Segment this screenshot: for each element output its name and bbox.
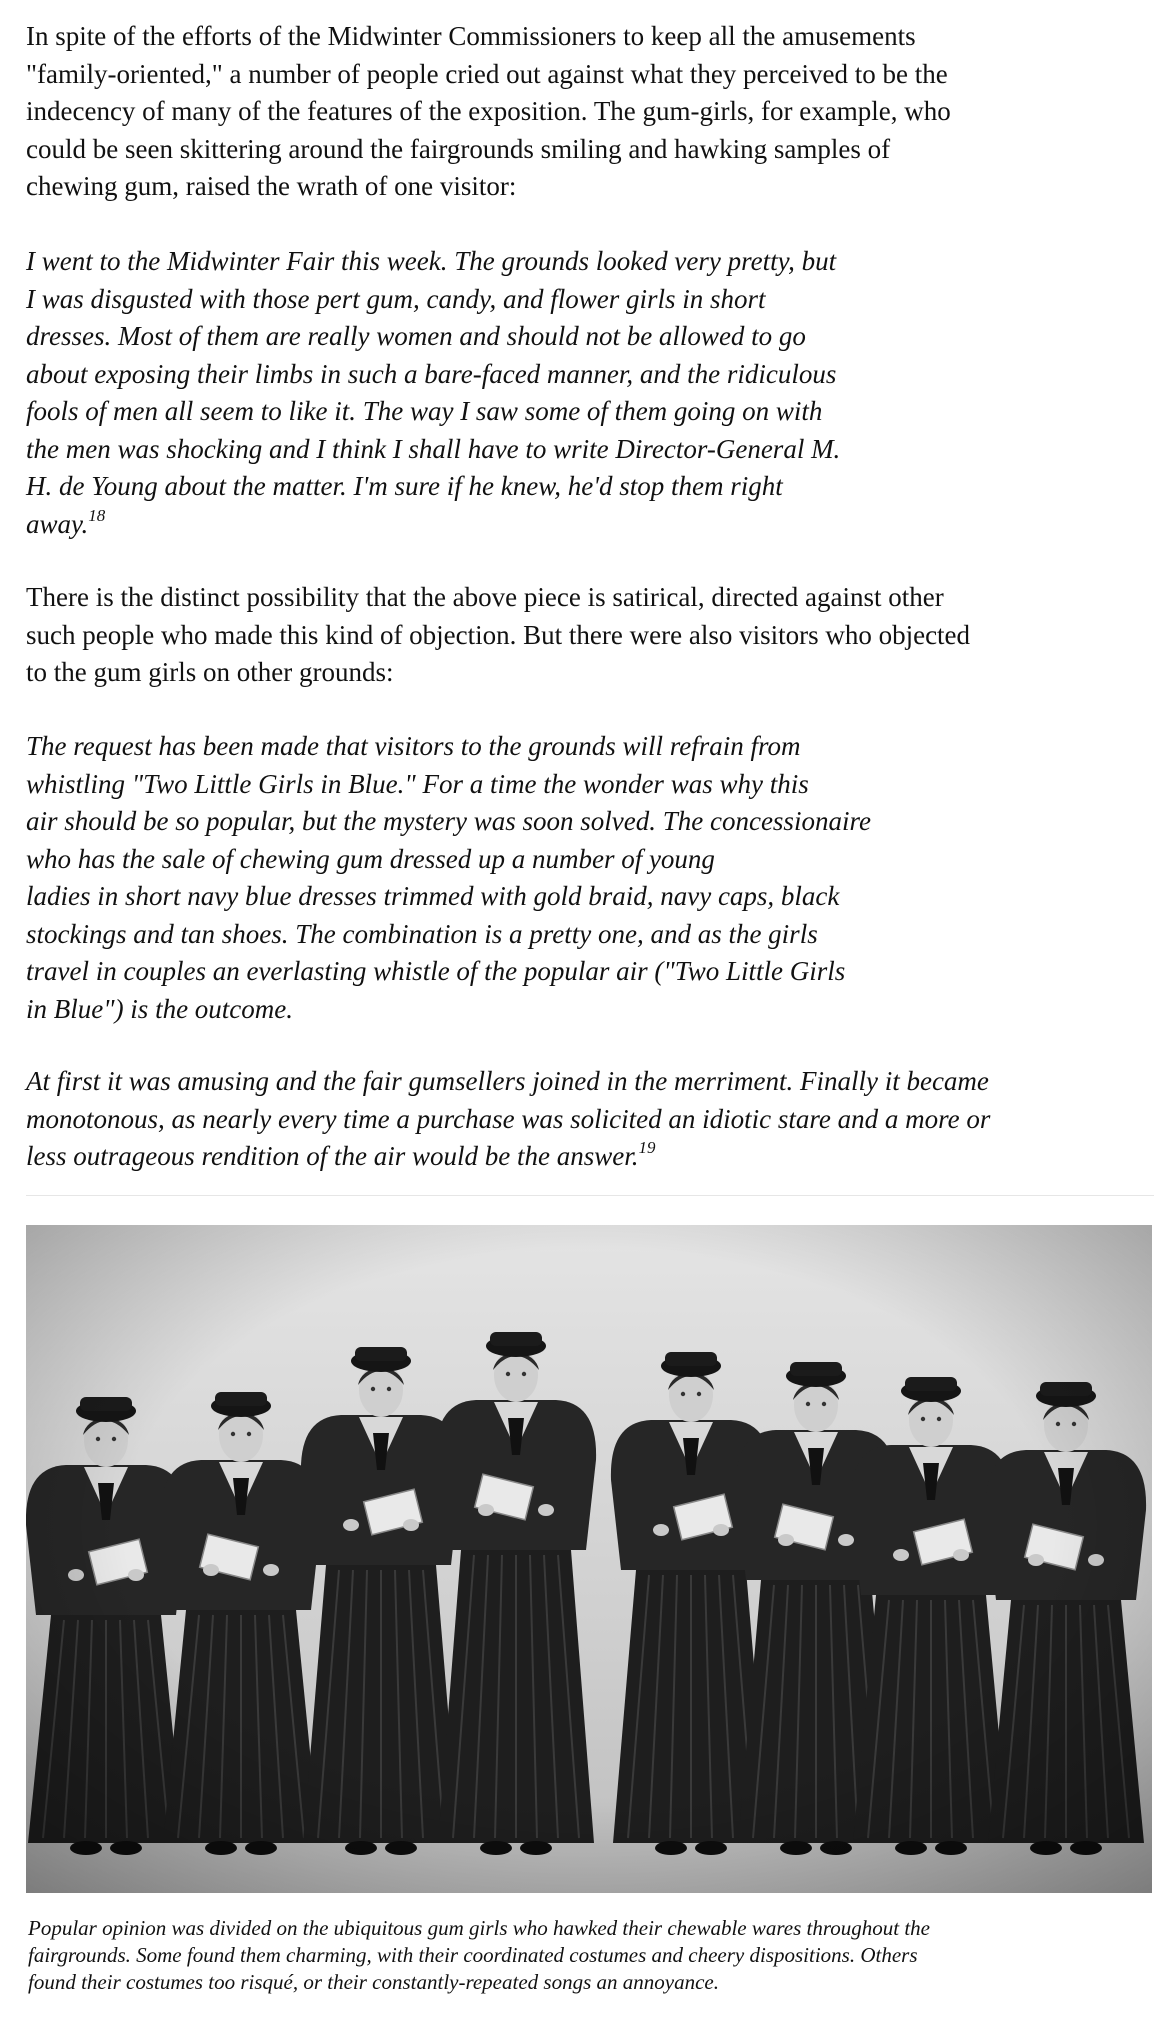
quote-line: whistling "Two Little Girls in Blue." For a time the wonder was why this <box>26 768 809 799</box>
quote-line: travel in couples an everlasting whistle of the popular air ("Two Little Girls <box>26 956 846 986</box>
quote-line <box>26 506 840 544</box>
quote-line: dresses. Most of them are really women and should not be allowed to go <box>26 321 806 351</box>
quote-line: in Blue") is the outcome. <box>26 993 294 1024</box>
satire-paragraph <box>26 579 970 692</box>
quote-line-text: less outrageous rendition of the air would be the answer. <box>26 1141 639 1171</box>
text-line: to the gum girls on other grounds: <box>26 657 394 687</box>
quote-line-text: away. <box>26 508 89 539</box>
quote-line: The request has been made that visitors to the grounds will refrain from <box>26 731 801 761</box>
quote-line: the men was shocking and I think I shall have to write Director-General M. <box>26 433 841 464</box>
quote-line: about exposing their limbs in such a bare-faced manner, and the ridiculous <box>26 358 837 389</box>
footnote-marker[interactable]: 18 <box>88 505 106 525</box>
visitor-quote <box>26 243 840 543</box>
text-line: "family-oriented," a number of people cried out against what they perceived to be the <box>26 58 948 89</box>
text-line: In spite of the efforts of the Midwinter Commissioners to keep all the amusements <box>26 21 916 51</box>
quote-line: fools of men all seem to like it. The way I saw some of them going on with <box>26 396 823 426</box>
quote-line: H. de Young about the matter. I'm sure if he knew, he'd stop them right <box>26 471 783 501</box>
text-line: chewing gum, raised the wrath of one visitor: <box>26 171 517 201</box>
quote-line: At first it was amusing and the fair gumsellers joined in the merriment. Finally it became <box>26 1066 989 1096</box>
text-line: indecency of many of the features of the exposition. The gum-girls, for example, who <box>26 96 951 126</box>
caption-line: Popular opinion was divided on the ubiquitous gum girls who hawked their chewable wares throughout the <box>28 1916 930 1940</box>
text-line: There is the distinct possibility that the above piece is satirical, directed against other <box>26 582 944 612</box>
gum-girls-photo-illustration <box>26 1225 1152 1893</box>
quote-line <box>26 1138 990 1176</box>
text-line: such people who made this kind of objection. But there were also visitors who objected <box>26 619 971 650</box>
gum-girls-photo <box>26 1225 1152 1893</box>
whistling-quote <box>26 728 871 1028</box>
section-divider <box>26 1195 1154 1196</box>
text-line: could be seen skittering around the fairgrounds smiling and hawking samples of <box>26 133 891 164</box>
photo-caption <box>28 1915 1148 1996</box>
quote-line: I went to the Midwinter Fair this week. The grounds looked very pretty, but <box>26 246 837 276</box>
caption-line: fairgrounds. Some found them charming, with their coordinated costumes and cheery dispositions. Others <box>28 1943 918 1967</box>
quote-line: monotonous, as nearly every time a purchase was solicited an idiotic stare and a more or <box>26 1103 991 1134</box>
caption-line: found their costumes too risqué, or their constantly-repeated songs an annoyance. <box>28 1970 719 1994</box>
photo-vignette <box>26 1225 1152 1893</box>
gumsellers-quote <box>26 1063 990 1176</box>
quote-line: air should be so popular, but the mystery was soon solved. The concessionaire <box>26 806 871 836</box>
intro-paragraph <box>26 18 951 206</box>
quote-line: ladies in short navy blue dresses trimmed with gold braid, navy caps, black <box>26 881 840 911</box>
footnote-marker[interactable]: 19 <box>638 1138 656 1157</box>
quote-line: who has the sale of chewing gum dressed up a number of young <box>26 843 715 874</box>
quote-line: I was disgusted with those pert gum, candy, and flower girls in short <box>26 283 766 314</box>
quote-line: stockings and tan shoes. The combination is a pretty one, and as the girls <box>26 918 818 949</box>
